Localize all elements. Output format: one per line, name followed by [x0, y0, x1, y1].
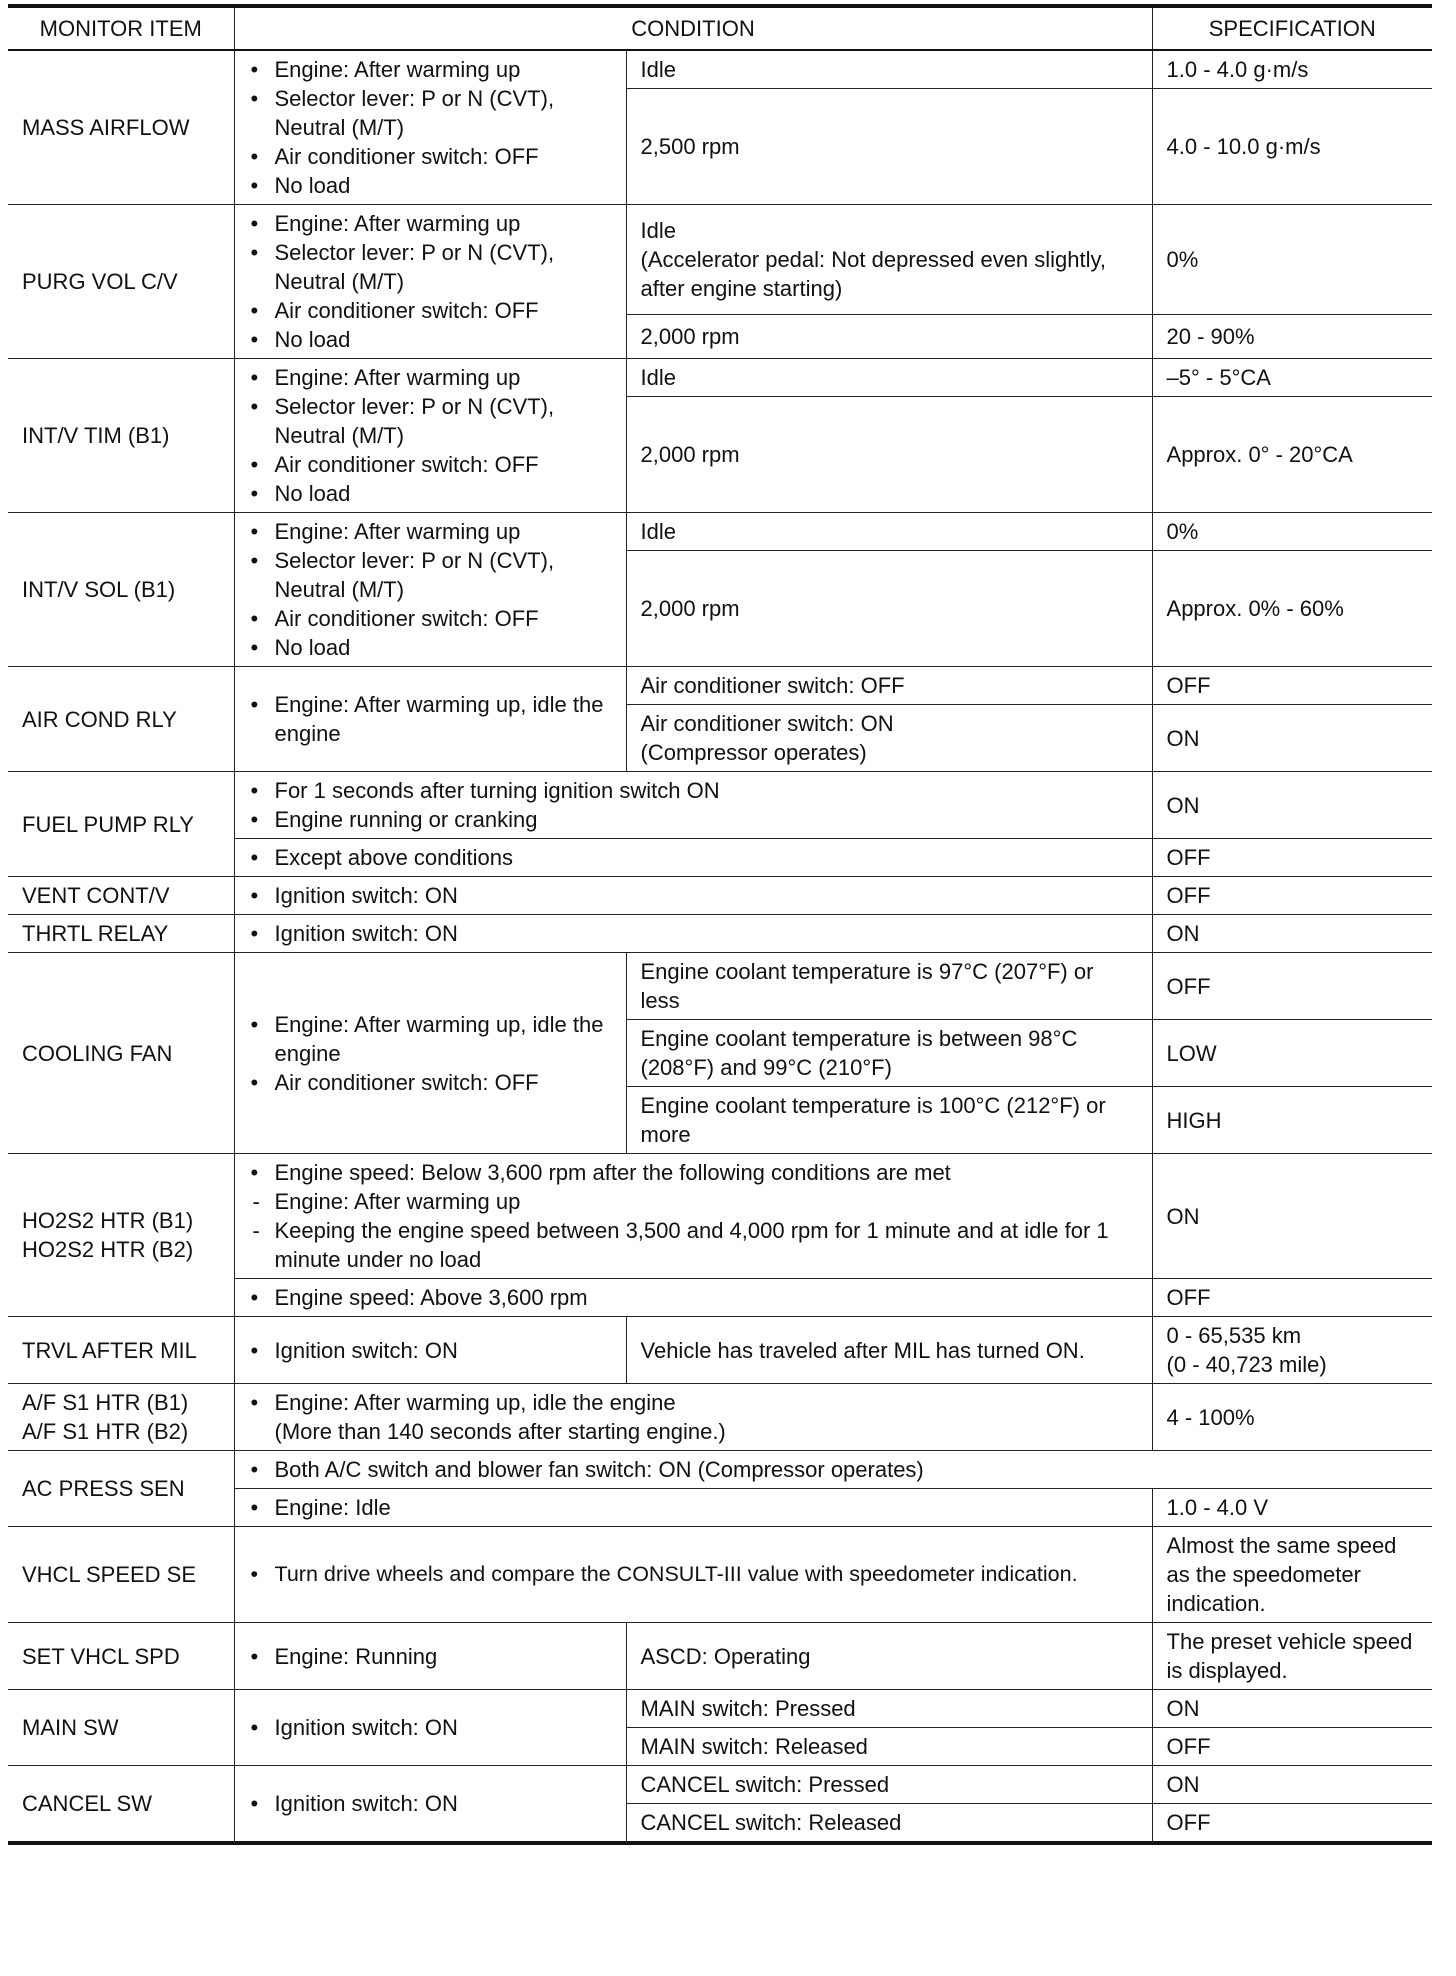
condition-bullet: • Engine: After warming up, idle the engine — [249, 690, 612, 748]
sub-condition: Idle — [626, 513, 1152, 551]
condition-bullet: • Engine: After warming up — [249, 363, 612, 392]
monitor-item: CANCEL SW — [8, 1766, 234, 1844]
condition-bullet: • Engine: After warming up — [249, 517, 612, 546]
condition-list — [234, 1690, 626, 1766]
sub-condition: Idle — [626, 359, 1152, 397]
specification: OFF — [1152, 1728, 1432, 1766]
specification: 0% — [1152, 513, 1432, 551]
condition-bullet: • Turn drive wheels and compare the CONSULT-III value with speedometer indication. — [249, 1560, 1146, 1589]
specification-line: 0 - 65,535 km — [1166, 1323, 1302, 1348]
specification: Almost the same speed as the speedometer indication. — [1152, 1527, 1432, 1623]
condition-list — [234, 1451, 1432, 1489]
table-row — [8, 359, 1432, 397]
condition-list — [234, 1154, 1152, 1279]
condition-list — [234, 877, 1152, 915]
monitor-item: MASS AIRFLOW — [8, 50, 234, 205]
specification: OFF — [1152, 839, 1432, 877]
condition-list — [234, 1279, 1152, 1317]
condition-list — [234, 772, 1152, 839]
condition-bullet: • Except above conditions — [249, 843, 1138, 872]
monitor-item: AIR COND RLY — [8, 667, 234, 772]
condition-bullet: • Engine speed: Above 3,600 rpm — [249, 1283, 1138, 1312]
table-row — [8, 513, 1432, 551]
condition-list — [234, 50, 626, 205]
monitor-item — [8, 1154, 234, 1317]
condition-dash-item: - Keeping the engine speed between 3,500 and 4,000 rpm for 1 minute and at idle for 1 minute under no load — [249, 1216, 1138, 1274]
condition-list — [234, 1317, 626, 1384]
specification: ON — [1152, 705, 1432, 772]
condition-list — [234, 667, 626, 772]
sub-condition: 2,000 rpm — [626, 551, 1152, 667]
header-condition: CONDITION — [234, 6, 1152, 50]
table-row — [8, 877, 1432, 915]
sub-condition — [626, 705, 1152, 772]
table-row — [8, 50, 1432, 89]
condition-bullet: • Engine: Running — [249, 1642, 612, 1671]
condition-bullet: • Ignition switch: ON — [249, 1713, 612, 1742]
sub-condition: Engine coolant temperature is 100°C (212°F) or more — [626, 1087, 1152, 1154]
condition-bullet: • Ignition switch: ON — [249, 919, 1138, 948]
condition-bullet: • Engine: After warming up — [249, 209, 612, 238]
condition-bullet: • Both A/C switch and blower fan switch: ON (Compressor operates) — [249, 1455, 1419, 1484]
sub-condition: CANCEL switch: Pressed — [626, 1766, 1152, 1804]
condition-bullet: • Air conditioner switch: OFF — [249, 450, 612, 479]
table-row — [8, 205, 1432, 315]
specification: The preset vehicle speed is displayed. — [1152, 1623, 1432, 1690]
condition-list — [234, 1766, 626, 1844]
table-row — [8, 1690, 1432, 1728]
monitor-item: INT/V TIM (B1) — [8, 359, 234, 513]
sub-condition: MAIN switch: Pressed — [626, 1690, 1152, 1728]
condition-bullet: • Air conditioner switch: OFF — [249, 1068, 612, 1097]
monitor-spec-table — [8, 4, 1432, 1845]
specification: 4.0 - 10.0 g·m/s — [1152, 89, 1432, 205]
table-row — [8, 1317, 1432, 1384]
sub-condition — [626, 205, 1152, 315]
specification: Approx. 0° - 20°CA — [1152, 397, 1432, 513]
sub-condition: CANCEL switch: Released — [626, 1804, 1152, 1844]
condition-list — [234, 1527, 1152, 1623]
specification: 1.0 - 4.0 g·m/s — [1152, 50, 1432, 89]
specification: ON — [1152, 1690, 1432, 1728]
monitor-item: COOLING FAN — [8, 953, 234, 1154]
condition-bullet: • No load — [249, 325, 612, 354]
condition-list — [234, 205, 626, 359]
condition-bullet: • No load — [249, 633, 612, 662]
sub-condition: ASCD: Operating — [626, 1623, 1152, 1690]
table-row — [8, 953, 1432, 1020]
monitor-item: FUEL PUMP RLY — [8, 772, 234, 877]
condition-bullet — [249, 1388, 1138, 1446]
specification: ON — [1152, 915, 1432, 953]
table-row — [8, 915, 1432, 953]
condition-list — [234, 1489, 1152, 1527]
sub-condition: 2,500 rpm — [626, 89, 1152, 205]
condition-bullet: • Engine: After warming up — [249, 55, 612, 84]
monitor-item-line: A/F S1 HTR (B2) — [22, 1419, 189, 1444]
sub-condition: MAIN switch: Released — [626, 1728, 1152, 1766]
specification: ON — [1152, 772, 1432, 839]
monitor-item: THRTL RELAY — [8, 915, 234, 953]
condition-bullet: • Air conditioner switch: OFF — [249, 296, 612, 325]
header-specification: SPECIFICATION — [1152, 6, 1432, 50]
specification: 0% — [1152, 205, 1432, 315]
condition-bullet: • Selector lever: P or N (CVT), Neutral (M/T) — [249, 84, 612, 142]
specification: OFF — [1152, 953, 1432, 1020]
specification: ON — [1152, 1766, 1432, 1804]
monitor-item-line: HO2S2 HTR (B2) — [22, 1237, 194, 1262]
specification: ON — [1152, 1154, 1432, 1279]
condition-bullet: • Engine running or cranking — [249, 805, 1138, 834]
specification: OFF — [1152, 877, 1432, 915]
sub-condition: 2,000 rpm — [626, 315, 1152, 359]
monitor-item: AC PRESS SEN — [8, 1451, 234, 1527]
sub-condition: Vehicle has traveled after MIL has turned ON. — [626, 1317, 1152, 1384]
specification: OFF — [1152, 667, 1432, 705]
specification — [1152, 1317, 1432, 1384]
condition-list — [234, 513, 626, 667]
monitor-item — [8, 1384, 234, 1451]
condition-bullet: • Ignition switch: ON — [249, 881, 1138, 910]
condition-list — [234, 953, 626, 1154]
monitor-item-line: HO2S2 HTR (B1) — [22, 1208, 194, 1233]
condition-list — [234, 915, 1152, 953]
monitor-item: TRVL AFTER MIL — [8, 1317, 234, 1384]
specification: OFF — [1152, 1804, 1432, 1844]
table-row — [8, 1154, 1432, 1279]
specification: 1.0 - 4.0 V — [1152, 1489, 1432, 1527]
sub-condition-line: Air conditioner switch: ON — [640, 711, 894, 736]
table-row — [8, 667, 1432, 705]
specification: OFF — [1152, 1279, 1432, 1317]
condition-bullet: • No load — [249, 171, 612, 200]
condition-bullet: • Ignition switch: ON — [249, 1789, 612, 1818]
table-row — [8, 1451, 1432, 1489]
table-row — [8, 1623, 1432, 1690]
condition-bullet: • Air conditioner switch: OFF — [249, 604, 612, 633]
specification-line: (0 - 40,723 mile) — [1166, 1352, 1327, 1377]
sub-condition: Idle — [626, 50, 1152, 89]
table-row — [8, 1384, 1432, 1451]
condition-bullet: • Engine speed: Below 3,600 rpm after the following conditions are met — [249, 1158, 1138, 1187]
monitor-item: SET VHCL SPD — [8, 1623, 234, 1690]
sub-condition-line: (Compressor operates) — [640, 740, 867, 765]
condition-bullet: • Selector lever: P or N (CVT), Neutral (M/T) — [249, 238, 612, 296]
condition-list — [234, 1384, 1152, 1451]
table-row — [8, 1766, 1432, 1804]
condition-line: (More than 140 seconds after starting engine.) — [274, 1419, 726, 1444]
condition-list — [234, 359, 626, 513]
specification: –5° - 5°CA — [1152, 359, 1432, 397]
sub-condition: Air conditioner switch: OFF — [626, 667, 1152, 705]
monitor-item: PURG VOL C/V — [8, 205, 234, 359]
sub-condition-line: Idle — [640, 218, 676, 244]
condition-list — [234, 839, 1152, 877]
monitor-item: VHCL SPEED SE — [8, 1527, 234, 1623]
condition-bullet: • No load — [249, 479, 612, 508]
condition-bullet: • Engine: After warming up, idle the engine — [249, 1010, 612, 1068]
sub-condition-line: (Accelerator pedal: Not depressed even slightly, after engine starting) — [640, 247, 1107, 302]
specification: 20 - 90% — [1152, 315, 1432, 359]
condition-dash-item: - Engine: After warming up — [249, 1187, 1138, 1216]
sub-condition: Engine coolant temperature is 97°C (207°F) or less — [626, 953, 1152, 1020]
specification: 4 - 100% — [1152, 1384, 1432, 1451]
monitor-item: INT/V SOL (B1) — [8, 513, 234, 667]
monitor-item-line: A/F S1 HTR (B1) — [22, 1390, 189, 1415]
specification: Approx. 0% - 60% — [1152, 551, 1432, 667]
header-monitor-item: MONITOR ITEM — [8, 6, 234, 50]
monitor-item: VENT CONT/V — [8, 877, 234, 915]
condition-bullet: • Engine: Idle — [249, 1493, 1138, 1522]
specification: LOW — [1152, 1020, 1432, 1087]
condition-bullet: • Air conditioner switch: OFF — [249, 142, 612, 171]
condition-bullet: • For 1 seconds after turning ignition switch ON — [249, 776, 1138, 805]
condition-bullet: • Selector lever: P or N (CVT), Neutral (M/T) — [249, 546, 612, 604]
condition-bullet: • Ignition switch: ON — [249, 1336, 612, 1365]
sub-condition: Engine coolant temperature is between 98°C (208°F) and 99°C (210°F) — [626, 1020, 1152, 1087]
condition-line: • Engine: After warming up, idle the engine — [274, 1390, 676, 1415]
condition-bullet: • Selector lever: P or N (CVT), Neutral (M/T) — [249, 392, 612, 450]
monitor-item: MAIN SW — [8, 1690, 234, 1766]
sub-condition: 2,000 rpm — [626, 397, 1152, 513]
table-row — [8, 772, 1432, 839]
table-row — [8, 1527, 1432, 1623]
condition-list — [234, 1623, 626, 1690]
header-row — [8, 6, 1432, 50]
specification: HIGH — [1152, 1087, 1432, 1154]
